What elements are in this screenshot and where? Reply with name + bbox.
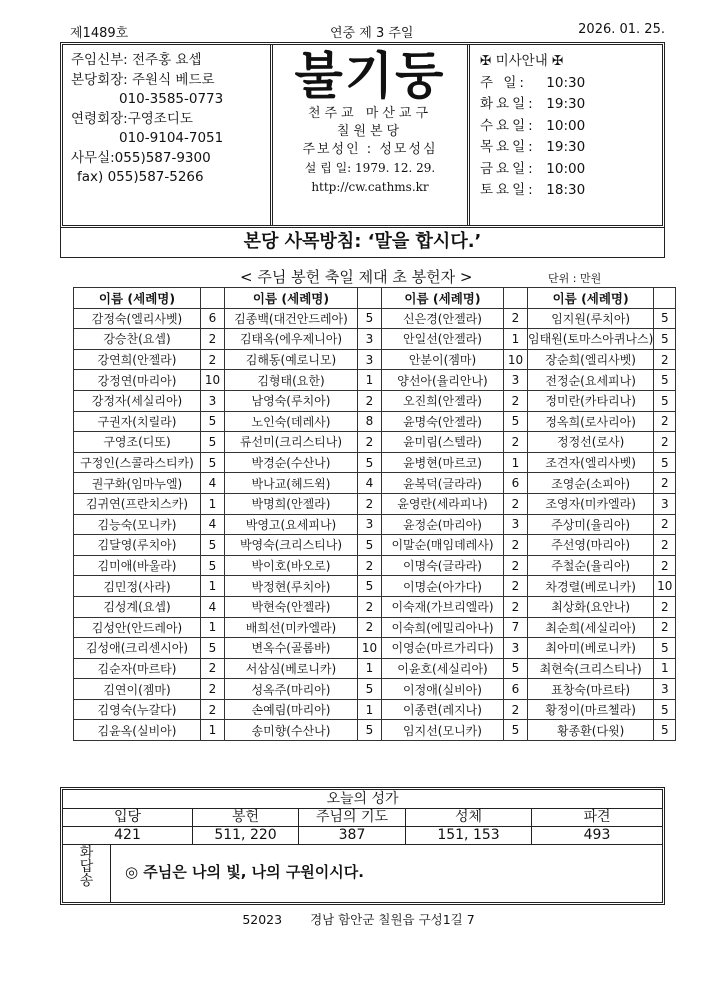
table-row bbox=[74, 658, 676, 679]
footer-address bbox=[0, 910, 717, 928]
donor-amount: 2 bbox=[358, 617, 382, 638]
donor-amount: 2 bbox=[504, 432, 528, 453]
donor-table bbox=[73, 287, 676, 741]
mass-row: 토요일: 18:30 bbox=[480, 182, 586, 198]
donor-amount: 5 bbox=[358, 452, 382, 473]
donor-name: 권구화(임마누엘) bbox=[74, 473, 201, 494]
donor-amount: 2 bbox=[201, 349, 225, 370]
donor-name: 표창숙(마르타) bbox=[528, 679, 654, 700]
donor-amount: 2 bbox=[504, 576, 528, 597]
donor-amount: 2 bbox=[504, 535, 528, 556]
mass-row: 목요일: 19:30 bbox=[480, 139, 586, 155]
donor-name: 김영숙(누갈다) bbox=[74, 699, 201, 720]
donor-table-title: < 주님 봉헌 축일 제대 초 봉헌자 > bbox=[240, 268, 473, 286]
donor-name: 임지선(모니카) bbox=[382, 720, 504, 741]
donor-amount: 3 bbox=[201, 390, 225, 411]
table-row bbox=[74, 535, 676, 556]
donor-name: 정옥희(로사리아) bbox=[528, 411, 654, 432]
donor-name: 박현숙(안젤라) bbox=[225, 596, 358, 617]
donor-name: 구영조(디또) bbox=[74, 432, 201, 453]
donor-amount: 5 bbox=[358, 535, 382, 556]
donor-amount: 1 bbox=[201, 617, 225, 638]
donor-amount: 5 bbox=[201, 638, 225, 659]
donor-name: 김성안(안드레아) bbox=[74, 617, 201, 638]
donor-amount: 1 bbox=[504, 329, 528, 350]
table-row bbox=[74, 370, 676, 391]
donor-name: 양선아(율리안나) bbox=[382, 370, 504, 391]
donor-name: 노인숙(데레사) bbox=[225, 411, 358, 432]
donor-amount: 2 bbox=[201, 329, 225, 350]
donor-amount: 3 bbox=[358, 514, 382, 535]
donor-name: 박이호(바오로) bbox=[225, 555, 358, 576]
table-row bbox=[74, 720, 676, 741]
donor-name: 전정순(요세피나) bbox=[528, 370, 654, 391]
donor-amount: 2 bbox=[358, 432, 382, 453]
donor-name: 조영순(소피아) bbox=[528, 473, 654, 494]
federation-head: 연령회장:구영조디도 bbox=[71, 110, 193, 127]
donor-amount: 3 bbox=[504, 370, 528, 391]
donor-name: 이정애(실비아) bbox=[382, 679, 504, 700]
donor-name: 이종련(레지나) bbox=[382, 699, 504, 720]
street-address: 경남 함안군 칠원읍 구성1길 7 bbox=[310, 912, 475, 927]
liturgical-week: 연중 제 3 주일 bbox=[330, 26, 414, 41]
donor-amount: 2 bbox=[504, 699, 528, 720]
donor-amount: 5 bbox=[504, 658, 528, 679]
donor-amount: 10 bbox=[504, 349, 528, 370]
donor-name: 최현숙(크리스티나) bbox=[528, 658, 654, 679]
table-row bbox=[74, 308, 676, 329]
masthead bbox=[273, 45, 470, 225]
hymn-title: 오늘의 성가 bbox=[63, 790, 662, 809]
donor-name: 장순희(엘리사벳) bbox=[528, 349, 654, 370]
table-row bbox=[74, 514, 676, 535]
donor-name: 주선영(마리아) bbox=[528, 535, 654, 556]
donor-name: 박명희(안젤라) bbox=[225, 493, 358, 514]
donor-amount: 7 bbox=[504, 617, 528, 638]
table-row bbox=[74, 679, 676, 700]
donor-name: 최상화(요안나) bbox=[528, 596, 654, 617]
donor-name: 조영자(미카엘라) bbox=[528, 493, 654, 514]
donor-name: 김성애(크리센시아) bbox=[74, 638, 201, 659]
mass-schedule bbox=[470, 45, 662, 225]
pastoral-motto: 본당 사목방침: ‘말을 합시다.’ bbox=[60, 228, 665, 258]
contact-info bbox=[63, 45, 273, 225]
donor-amount: 2 bbox=[504, 493, 528, 514]
table-row bbox=[74, 493, 676, 514]
donor-amount: 10 bbox=[358, 638, 382, 659]
donor-name: 강승찬(요셉) bbox=[74, 329, 201, 350]
table-row bbox=[74, 617, 676, 638]
donor-name: 박경순(수산나) bbox=[225, 452, 358, 473]
responsorial-text: ◎ 주님은 나의 빛, 나의 구원이시다. bbox=[125, 863, 364, 881]
donor-amount: 1 bbox=[201, 493, 225, 514]
donor-name: 배희선(미카엘라) bbox=[225, 617, 358, 638]
bulletin-header bbox=[60, 42, 665, 228]
donor-amount: 2 bbox=[358, 555, 382, 576]
donor-name: 주상미(율리아) bbox=[528, 514, 654, 535]
table-row bbox=[74, 452, 676, 473]
donor-name: 윤복덕(글라라) bbox=[382, 473, 504, 494]
donor-name: 김능숙(모니카) bbox=[74, 514, 201, 535]
donor-name: 박나교(헤드윅) bbox=[225, 473, 358, 494]
donor-name: 김순자(마르타) bbox=[74, 658, 201, 679]
donor-amount: 5 bbox=[654, 638, 676, 659]
donor-name: 김형태(요한) bbox=[225, 370, 358, 391]
donor-name: 정정선(로사) bbox=[528, 432, 654, 453]
donor-name: 김종백(대건안드레아) bbox=[225, 308, 358, 329]
donor-name: 박영숙(크리스티나) bbox=[225, 535, 358, 556]
federation-phone: 010-9104-7051 bbox=[119, 130, 224, 146]
donor-name: 구정인(스콜라스티카) bbox=[74, 452, 201, 473]
donor-name: 윤명숙(안젤라) bbox=[382, 411, 504, 432]
donor-name: 최아미(베로니카) bbox=[528, 638, 654, 659]
donor-amount: 2 bbox=[654, 535, 676, 556]
donor-amount: 1 bbox=[654, 658, 676, 679]
donor-amount: 4 bbox=[358, 473, 382, 494]
donor-amount: 3 bbox=[654, 679, 676, 700]
donor-name: 박영고(요세피나) bbox=[225, 514, 358, 535]
donor-amount: 5 bbox=[358, 720, 382, 741]
table-row bbox=[74, 329, 676, 350]
donor-name: 김미애(바울라) bbox=[74, 555, 201, 576]
donor-name: 구권자(치릴라) bbox=[74, 411, 201, 432]
donor-amount: 2 bbox=[654, 411, 676, 432]
donor-name: 정미란(카타리나) bbox=[528, 390, 654, 411]
donor-name: 김윤옥(실비아) bbox=[74, 720, 201, 741]
table-row bbox=[74, 638, 676, 659]
bulletin-logo: 불기둥 bbox=[294, 47, 446, 105]
donor-amount: 2 bbox=[654, 555, 676, 576]
donor-name: 감정숙(엘리사벳) bbox=[74, 308, 201, 329]
president-phone: 010-3585-0773 bbox=[119, 91, 224, 107]
parish-president: 본당회장: 주원식 베드로 bbox=[71, 71, 215, 88]
donor-name: 김민정(사라) bbox=[74, 576, 201, 597]
donor-amount: 3 bbox=[504, 514, 528, 535]
parish-name: 칠원본당 bbox=[336, 124, 404, 139]
table-row bbox=[74, 390, 676, 411]
donor-name: 송미향(수산나) bbox=[225, 720, 358, 741]
donor-name: 이말순(매임데레사) bbox=[382, 535, 504, 556]
donor-name: 황정이(마르첼라) bbox=[528, 699, 654, 720]
hymn-box bbox=[60, 787, 665, 905]
donor-unit: 단위 : 만원 bbox=[548, 272, 602, 285]
donor-amount: 1 bbox=[504, 452, 528, 473]
donor-name: 류선미(크리스티나) bbox=[225, 432, 358, 453]
donor-amount: 2 bbox=[201, 679, 225, 700]
office-phone: 사무실:055)587-9300 bbox=[71, 149, 211, 166]
issue-date: 2026. 01. 25. bbox=[578, 22, 665, 37]
donor-name: 조견자(엘리사벳) bbox=[528, 452, 654, 473]
donor-amount: 5 bbox=[654, 720, 676, 741]
donor-amount: 4 bbox=[201, 514, 225, 535]
donor-name: 박정현(루치아) bbox=[225, 576, 358, 597]
donor-amount: 3 bbox=[504, 638, 528, 659]
table-row bbox=[74, 555, 676, 576]
donor-name: 남영숙(루치아) bbox=[225, 390, 358, 411]
donor-name: 김태옥(에우제니아) bbox=[225, 329, 358, 350]
donor-name: 김해동(예로니모) bbox=[225, 349, 358, 370]
donor-amount: 1 bbox=[358, 370, 382, 391]
donor-name: 이명숙(글라라) bbox=[382, 555, 504, 576]
donor-amount: 10 bbox=[201, 370, 225, 391]
table-row bbox=[74, 699, 676, 720]
donor-amount: 5 bbox=[201, 535, 225, 556]
donor-amount: 5 bbox=[654, 370, 676, 391]
mass-row: 금요일: 10:00 bbox=[480, 160, 586, 177]
donor-name: 안분이(젬마) bbox=[382, 349, 504, 370]
donor-amount: 2 bbox=[201, 699, 225, 720]
donor-name: 강정연(마리아) bbox=[74, 370, 201, 391]
diocese: 천주교 마산교구 bbox=[307, 106, 433, 121]
mass-row: 수요일: 10:00 bbox=[480, 117, 586, 134]
donor-name: 강연희(안젤라) bbox=[74, 349, 201, 370]
donor-name: 이영순(마르가리다) bbox=[382, 638, 504, 659]
donor-amount: 5 bbox=[201, 452, 225, 473]
donor-amount: 2 bbox=[358, 390, 382, 411]
issue-line bbox=[60, 22, 665, 40]
donor-amount: 6 bbox=[504, 679, 528, 700]
donor-amount: 2 bbox=[654, 473, 676, 494]
responsorial-psalm bbox=[63, 844, 662, 902]
donor-name: 안일선(안젤라) bbox=[382, 329, 504, 350]
fax-number: fax) 055)587-5266 bbox=[77, 169, 204, 185]
table-row bbox=[74, 349, 676, 370]
donor-name: 차경렬(베로니카) bbox=[528, 576, 654, 597]
donor-name: 신은경(안젤라) bbox=[382, 308, 504, 329]
donor-name: 임태원(토마스아퀴나스) bbox=[528, 329, 654, 350]
donor-amount: 3 bbox=[654, 493, 676, 514]
donor-amount: 5 bbox=[654, 308, 676, 329]
donor-amount: 2 bbox=[504, 555, 528, 576]
donor-amount: 2 bbox=[358, 596, 382, 617]
donor-name: 이숙희(에밀리아나) bbox=[382, 617, 504, 638]
issue-number: 제1489호 bbox=[70, 26, 129, 41]
donor-name: 변옥수(골롬바) bbox=[225, 638, 358, 659]
mass-row: 주 일: 10:30 bbox=[480, 74, 586, 91]
donor-amount: 6 bbox=[201, 308, 225, 329]
donor-name: 주철순(율리아) bbox=[528, 555, 654, 576]
parish-url[interactable]: http://cw.cathms.kr bbox=[311, 180, 429, 194]
donor-amount: 10 bbox=[654, 576, 676, 597]
donor-amount: 1 bbox=[201, 576, 225, 597]
donor-name: 강정자(세실리아) bbox=[74, 390, 201, 411]
donor-amount: 4 bbox=[201, 473, 225, 494]
donor-amount: 2 bbox=[201, 658, 225, 679]
donor-name: 이명순(아가다) bbox=[382, 576, 504, 597]
donor-amount: 2 bbox=[358, 493, 382, 514]
donor-amount: 2 bbox=[504, 390, 528, 411]
donor-amount: 2 bbox=[504, 308, 528, 329]
table-row bbox=[74, 411, 676, 432]
donor-amount: 8 bbox=[358, 411, 382, 432]
donor-name: 김성계(요셉) bbox=[74, 596, 201, 617]
donor-amount: 1 bbox=[358, 699, 382, 720]
donor-amount: 5 bbox=[654, 452, 676, 473]
donor-amount: 5 bbox=[504, 411, 528, 432]
donor-amount: 2 bbox=[654, 432, 676, 453]
donor-amount: 5 bbox=[654, 699, 676, 720]
donor-name: 이숙재(가브리엘라) bbox=[382, 596, 504, 617]
donor-amount: 5 bbox=[201, 432, 225, 453]
donor-amount: 2 bbox=[504, 596, 528, 617]
table-header-row: 이름 (세례명) 이름 (세례명) 이름 (세례명) 이름 (세례명) bbox=[74, 288, 676, 309]
donor-amount: 5 bbox=[358, 679, 382, 700]
table-row bbox=[74, 576, 676, 597]
donor-amount: 5 bbox=[358, 308, 382, 329]
donor-amount: 5 bbox=[201, 411, 225, 432]
donor-amount: 2 bbox=[654, 596, 676, 617]
donor-name: 윤영란(세라피나) bbox=[382, 493, 504, 514]
donor-name: 윤병현(마르코) bbox=[382, 452, 504, 473]
table-row bbox=[74, 473, 676, 494]
donor-name: 김연이(젬마) bbox=[74, 679, 201, 700]
donor-amount: 5 bbox=[201, 555, 225, 576]
donor-name: 임지원(루치아) bbox=[528, 308, 654, 329]
responsorial-label: 화 답 송 bbox=[63, 844, 111, 902]
donor-name: 김귀연(프란치스카) bbox=[74, 493, 201, 514]
donor-name: 윤미림(스텔라) bbox=[382, 432, 504, 453]
donor-amount: 1 bbox=[358, 658, 382, 679]
pastor: 주임신부: 전주홍 요셉 bbox=[71, 52, 202, 68]
donor-amount: 5 bbox=[504, 720, 528, 741]
donor-name: 최순희(세실리아) bbox=[528, 617, 654, 638]
donor-amount: 2 bbox=[654, 514, 676, 535]
donor-name: 서삼심(베로니카) bbox=[225, 658, 358, 679]
donor-amount: 4 bbox=[201, 596, 225, 617]
donor-name: 윤정순(마리아) bbox=[382, 514, 504, 535]
donor-name: 손예림(마리아) bbox=[225, 699, 358, 720]
mass-schedule-title: ✠ 미사안내 ✠ bbox=[480, 53, 564, 69]
donor-amount: 6 bbox=[504, 473, 528, 494]
donor-amount: 1 bbox=[201, 720, 225, 741]
donor-amount: 5 bbox=[654, 390, 676, 411]
hymn-headers: 입당 봉헌 주님의 기도 성체 파견 bbox=[63, 808, 662, 827]
donor-amount: 5 bbox=[654, 329, 676, 350]
donor-amount: 2 bbox=[654, 349, 676, 370]
donor-name: 김달영(루치아) bbox=[74, 535, 201, 556]
donor-name: 성옥주(마리아) bbox=[225, 679, 358, 700]
donor-amount: 3 bbox=[358, 329, 382, 350]
donor-name: 이윤호(세실리아) bbox=[382, 658, 504, 679]
donor-amount: 3 bbox=[358, 349, 382, 370]
donor-amount: 5 bbox=[358, 576, 382, 597]
patron-saint: 주보성인 : 성모성심 bbox=[302, 142, 438, 157]
table-row bbox=[74, 596, 676, 617]
mass-row: 화요일: 19:30 bbox=[480, 96, 586, 112]
founded-date: 설 립 일: 1979. 12. 29. bbox=[304, 161, 436, 175]
table-row bbox=[74, 432, 676, 453]
zip-code: 52023 bbox=[242, 912, 283, 927]
donor-name: 오진희(안젤라) bbox=[382, 390, 504, 411]
donor-name: 황종환(다윗) bbox=[528, 720, 654, 741]
hymn-numbers: 421 511, 220 387 151, 153 493 bbox=[63, 826, 662, 845]
donor-amount: 2 bbox=[654, 617, 676, 638]
